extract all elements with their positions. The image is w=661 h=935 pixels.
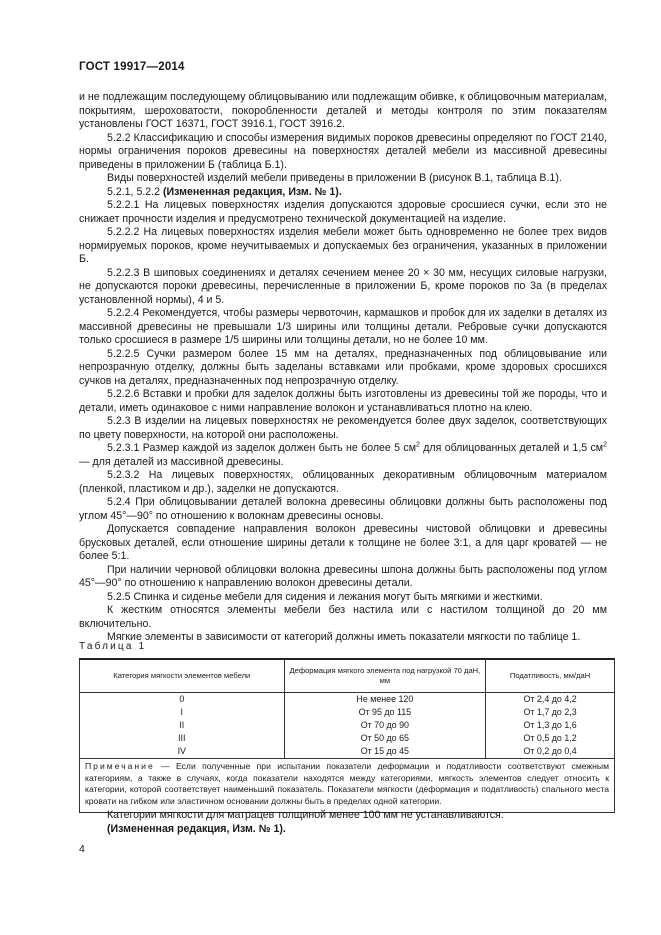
document-header: ГОСТ 19917—2014 (79, 61, 185, 73)
page-number: 4 (79, 843, 85, 855)
paragraph: 5.2.3.2 На лицевых поверхностях, облицованных декоративным облицовочным материалом (пленкой, пластиком и др.), заделки не допускаются. (79, 469, 607, 495)
paragraph: К жестким относятся элементы мебели без настила или с настилом толщиной до 20 мм включительно. (79, 604, 607, 630)
table-cell: Не менее 120 (284, 693, 486, 707)
paragraph: 5.2.4 При облицовывании деталей волокна древесины облицовки должны быть расположены под углом 45°—90° по отношению к волокнам древесины основы. (79, 496, 607, 522)
after-table-text (79, 809, 607, 836)
paragraph: 5.2.2.6 Вставки и пробки для заделок должны быть изготовлены из древесины той же породы, что и детали, иметь одинаковое с ними направление волокон и устанавливаться плотно на клею. (79, 388, 607, 414)
softness-table (79, 658, 615, 813)
table-cell: I (80, 706, 285, 719)
paragraph: 5.2.3 В изделии на лицевых поверхностях не рекомендуется более двух заделок, соответствующих по цвету поверхности, на которой они расположены. (79, 415, 607, 441)
paragraph: 5.2.2.3 В шиповых соединениях и деталях сечением менее 20 × 30 мм, несущих силовые нагрузки, не допускаются пороки древесины, перечисленные в приложении Б, кроме пороков по 3а (в пределах установленной нормы), 4 и 5. (79, 266, 607, 306)
table-cell: От 15 до 45 (284, 745, 486, 759)
table-row (80, 693, 615, 707)
paragraph: Допускается совпадение направления волокон древесины чистовой облицовки и древесины брусковых деталей, если отношение ширины детали к толщине не более 3:1, а для царг кроватей — не более 5:1. (79, 523, 607, 562)
table-cell: От 0,5 до 1,2 (486, 732, 615, 745)
clause-ref: 5.2.1, 5.2.2 (107, 185, 161, 198)
paragraph: 5.2.2.2 На лицевых поверхностях изделия мебели может быть одновременно не более трех видов нормируемых пороков, кроме неучитываемых и допускаемых без ограничения, указанных в приложении Б. (79, 226, 607, 265)
table-cell: От 1,7 до 2,3 (486, 706, 615, 719)
paragraph: Виды поверхностей изделий мебели приведены в приложении В (рисунок В.1, таблица В.1). (107, 172, 562, 184)
paragraph: 5.2.3.1 Размер каждой из заделок должен быть не более 5 $см^2$ для облицованных деталей и 1,5 $см^2$ — для деталей из массивной древесины. (79, 441, 607, 468)
paragraph: При наличии черновой облицовки волокна древесины шпона должны быть расположены под углом 45°—90° по отношению к направлению волокон древесины детали. (79, 563, 607, 589)
table-row (80, 732, 615, 745)
table-row (80, 706, 615, 719)
table-caption: Таблица 1 (79, 641, 147, 652)
paragraph: 5.2.2 Классификацию и способы измерения видимых пороков древесины определяют по ГОСТ 2140, нормы ограничения пороков древесины на поверхностях деталей мебели из массивной древесины приведены в приложении Б (таблица Б.1). (79, 131, 607, 171)
body-text (79, 91, 607, 645)
table-cell: 0 (80, 693, 285, 707)
table-cell: От 95 до 115 (284, 706, 486, 719)
paragraph: и не подлежащим последующему облицовыванию или подлежащим обивке, к облицовочным материалам, покрытиям, шероховатости, покоробленности деталей и методы контроля по этим показателям установлены ГОСТ 16371, ГОСТ 3916.1, ГОСТ 3916.2. (79, 91, 607, 130)
paragraph: 5.2.5 Спинка и сиденье мебели для сидения и лежания могут быть мягкими и жесткими. (107, 590, 543, 603)
table-note-row (80, 759, 615, 813)
table-cell: III (80, 732, 285, 745)
table-cell: IV (80, 745, 285, 759)
table-cell: От 0,2 до 0,4 (486, 745, 615, 759)
table-cell: От 2,4 до 4,2 (486, 693, 615, 707)
paragraph: 5.2.2.4 Рекомендуется, чтобы размеры червоточин, кармашков и пробок для их заделки в деталях из массивной древесины не превышали 1/3 ширины или толщины детали. Ребровые сучки допускаются только сросшиеся в размере 1/5 ширины или толщины детали, но не более 10 мм. (79, 307, 607, 346)
table-row (80, 745, 615, 759)
paragraph: 5.2.2.1 На лицевых поверхностях изделия допускаются здоровые сросшиеся сучки, если это не снижает прочности изделия и предусмотрено технической документацией на изделие. (79, 199, 607, 225)
paragraph (79, 186, 607, 200)
note-text: — Если полученные при испытании показатели деформации и податливости соответствуют смежным категориям, а также в случаях, когда показатели находятся между категориями, мягкость элементов следует относить к категории, которой соответствует наименьший показатель. Показатели мягкости (деформация и податливость) спального места кровати на гибком или эластичном основании должны быть в пределах одной категории. (85, 761, 609, 806)
paragraph: Категории мягкости для матрацев толщиной менее 100 мм не устанавливаются. (107, 809, 504, 821)
superscript: 2 (603, 441, 607, 449)
column-header: Категория мягкости элементов мебели (80, 659, 285, 693)
column-header: Податливость, мм/даН (486, 659, 615, 693)
table-cell: II (80, 719, 285, 732)
table-note (80, 759, 615, 813)
table-cell: От 1,3 до 1,6 (486, 719, 615, 732)
column-header: Деформация мягкого элемента под нагрузкой 70 даН, мм (284, 659, 486, 693)
paragraph: 5.2.2.5 Сучки размером более 15 мм на деталях, предназначенных под облицовывание или непрозрачную отделку, должны быть заделаны вставками или пробками, кроме здоровых сросшихся сучков на деталях, предназначенных под непрозрачную отделку. (79, 347, 607, 387)
superscript: 2 (416, 441, 420, 449)
table-header-row (80, 659, 615, 693)
amendment-note: (Измененная редакция, Изм. № 1). (107, 822, 286, 835)
table-cell: От 70 до 90 (284, 719, 486, 732)
table-cell: От 50 до 65 (284, 732, 486, 745)
note-label: Примечание (85, 761, 155, 771)
table-row (80, 719, 615, 732)
amendment-note: (Измененная редакция, Изм. № 1). (162, 185, 342, 198)
paragraph: Мягкие элементы в зависимости от категорий должны иметь показатели мягкости по таблице 1. (107, 631, 581, 643)
